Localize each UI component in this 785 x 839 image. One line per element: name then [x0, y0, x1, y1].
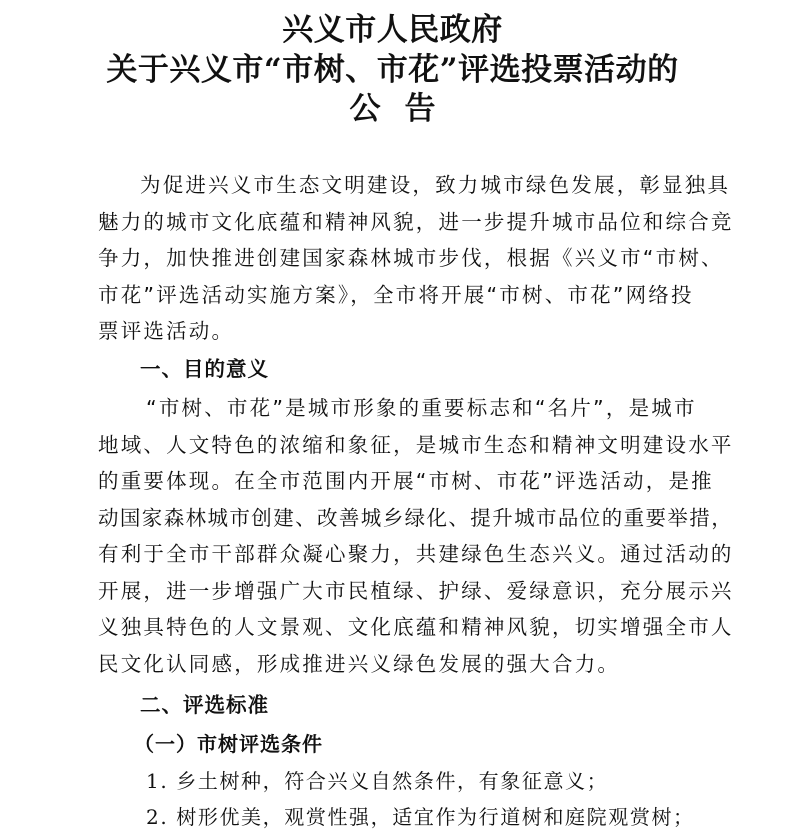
purpose-line: 的重要体现。在全市范围内开展“市树、市花”评选活动，是推 [98, 469, 714, 493]
intro-line: 魅力的城市文化底蕴和精神风貌，进一步提升城市品位和综合竞 [98, 210, 734, 234]
purpose-line: 动国家森林城市创建、改善城乡绿化、提升城市品位的重要举措， [98, 506, 734, 530]
intro-line: 为促进兴义市生态文明建设，致力城市绿色发展，彰显独具 [140, 173, 731, 197]
intro-line: 市花”评选活动实施方案》，全市将开展“市树、市花”网络投 [98, 283, 694, 307]
purpose-line: 义独具特色的人文景观、文化底蕴和精神风貌，切实增强全市人 [98, 615, 734, 639]
section-heading-criteria: 二、评选标准 [140, 693, 269, 717]
purpose-line: 地域、人文特色的浓缩和象征，是城市生态和精神文明建设水平 [98, 433, 734, 457]
document-title-type: 公告 [349, 91, 460, 127]
document-title-subject: 关于兴义市“市树、市花”评选投票活动的 [106, 52, 679, 88]
purpose-line: 开展，进一步增强广大市民植绿、护绿、爱绿意识，充分展示兴 [98, 579, 734, 603]
subsection-heading-city-tree: （一）市树评选条件 [134, 732, 323, 756]
purpose-line: 民文化认同感，形成推进兴义绿色发展的强大合力。 [98, 652, 621, 676]
criteria-item: 1. 乡土树种，符合兴义自然条件，有象征意义； [146, 769, 609, 793]
purpose-line: “市树、市花”是城市形象的重要标志和“名片”，是城市 [146, 396, 697, 420]
criteria-item: 2. 树形优美，观赏性强，适宜作为行道树和庭院观赏树； [146, 805, 695, 829]
section-heading-purpose: 一、目的意义 [140, 357, 269, 381]
intro-line: 票评选活动。 [98, 319, 235, 343]
document-title-issuer: 兴义市人民政府 [282, 12, 503, 48]
purpose-line: 有利于全市干部群众凝心聚力，共建绿色生态兴义。通过活动的 [98, 542, 734, 566]
intro-line: 争力，加快推进创建国家森林城市步伐，根据《兴义市“市树、 [98, 246, 724, 270]
